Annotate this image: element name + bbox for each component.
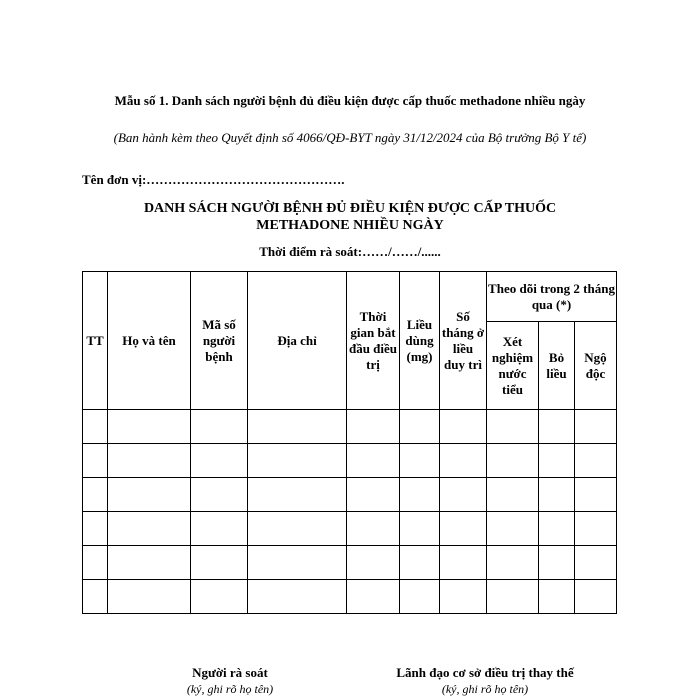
table-cell [575,546,617,580]
table-cell [347,546,400,580]
table-cell [347,444,400,478]
table-cell [191,512,248,546]
table-cell [191,410,248,444]
reviewer-signature-block [130,664,330,698]
list-title-line-2: METHADONE NHIỀU NGÀY [256,218,444,233]
table-cell [575,410,617,444]
header-start-time: Thời gian bắt đầu điều trị [347,272,400,410]
table-cell [347,580,400,614]
table-cell [248,580,347,614]
table-cell [400,546,440,580]
table-cell [440,478,487,512]
table-cell [347,410,400,444]
table-cell [83,444,108,478]
table-cell [347,512,400,546]
table-cell [248,444,347,478]
table-cell [108,546,191,580]
table-cell [487,512,539,546]
table-cell [440,580,487,614]
header-poisoning: Ngộ độc [575,322,617,410]
table-cell [575,478,617,512]
table-cell [539,580,575,614]
table-cell [487,444,539,478]
table-cell [83,478,108,512]
table-row [83,546,617,580]
table-cell [83,580,108,614]
table-cell [400,410,440,444]
table-cell [400,580,440,614]
table-cell [400,478,440,512]
table-cell [575,580,617,614]
table-cell [347,478,400,512]
header-address: Địa chỉ [248,272,347,410]
header-tt: TT [83,272,108,410]
table-cell [191,478,248,512]
table-row [83,580,617,614]
table-cell [440,410,487,444]
form-title: Mẫu số 1. Danh sách người bệnh đủ điều kiện được cấp thuốc methadone nhiều ngày [114,93,586,108]
table-cell [575,512,617,546]
list-title-line-1: DANH SÁCH NGƯỜI BỆNH ĐỦ ĐIỀU KIỆN ĐƯỢC CẤP THUỐC [143,201,557,216]
list-title [100,200,600,234]
table-cell [539,444,575,478]
table-cell [83,410,108,444]
director-signature-block [370,664,600,698]
header-dose: Liều dùng (mg) [400,272,440,410]
table-cell [191,580,248,614]
table-cell [539,478,575,512]
header-urine-test: Xét nghiệm nước tiểu [487,322,539,410]
reviewer-role: Người rà soát [192,665,268,680]
table-cell [539,546,575,580]
decree-note: (Ban hành kèm theo Quyết định số 4066/QĐ-BYT ngày 31/12/2024 của Bộ trưởng Bộ Y tế) [113,130,587,145]
review-time: Thời điểm rà soát:……/……/...... [259,244,441,259]
table-cell [248,512,347,546]
table-cell [440,512,487,546]
table-cell [108,512,191,546]
table-cell [487,478,539,512]
table-cell [248,410,347,444]
director-role: Lãnh đạo cơ sở điều trị thay thế [396,665,574,680]
table-row [83,444,617,478]
table-cell [487,546,539,580]
table-cell [440,546,487,580]
table-cell [191,546,248,580]
table-cell [248,546,347,580]
table-cell [248,478,347,512]
table-cell [539,512,575,546]
header-months-maintenance: Số tháng ở liều duy trì [440,272,487,410]
director-sign-note: (ký, ghi rõ họ tên) [441,682,529,696]
table-cell [575,444,617,478]
patient-table-body [83,410,617,614]
patient-table [82,271,617,614]
header-monitoring-group: Theo dõi trong 2 tháng qua (*) [487,272,617,322]
table-cell [191,444,248,478]
table-cell [440,444,487,478]
table-cell [487,410,539,444]
table-cell [108,410,191,444]
unit-name-line: Tên đơn vị:………………………………………. [82,172,345,187]
table-cell [487,580,539,614]
table-row [83,512,617,546]
table-row [83,478,617,512]
reviewer-sign-note: (ký, ghi rõ họ tên) [186,682,274,696]
table-cell [539,410,575,444]
table-cell [108,444,191,478]
table-cell [400,444,440,478]
header-name: Họ và tên [108,272,191,410]
table-cell [83,546,108,580]
table-row [83,410,617,444]
header-missed-dose: Bỏ liều [539,322,575,410]
table-cell [83,512,108,546]
table-cell [108,580,191,614]
header-patient-code: Mã số người bệnh [191,272,248,410]
table-cell [400,512,440,546]
table-cell [108,478,191,512]
